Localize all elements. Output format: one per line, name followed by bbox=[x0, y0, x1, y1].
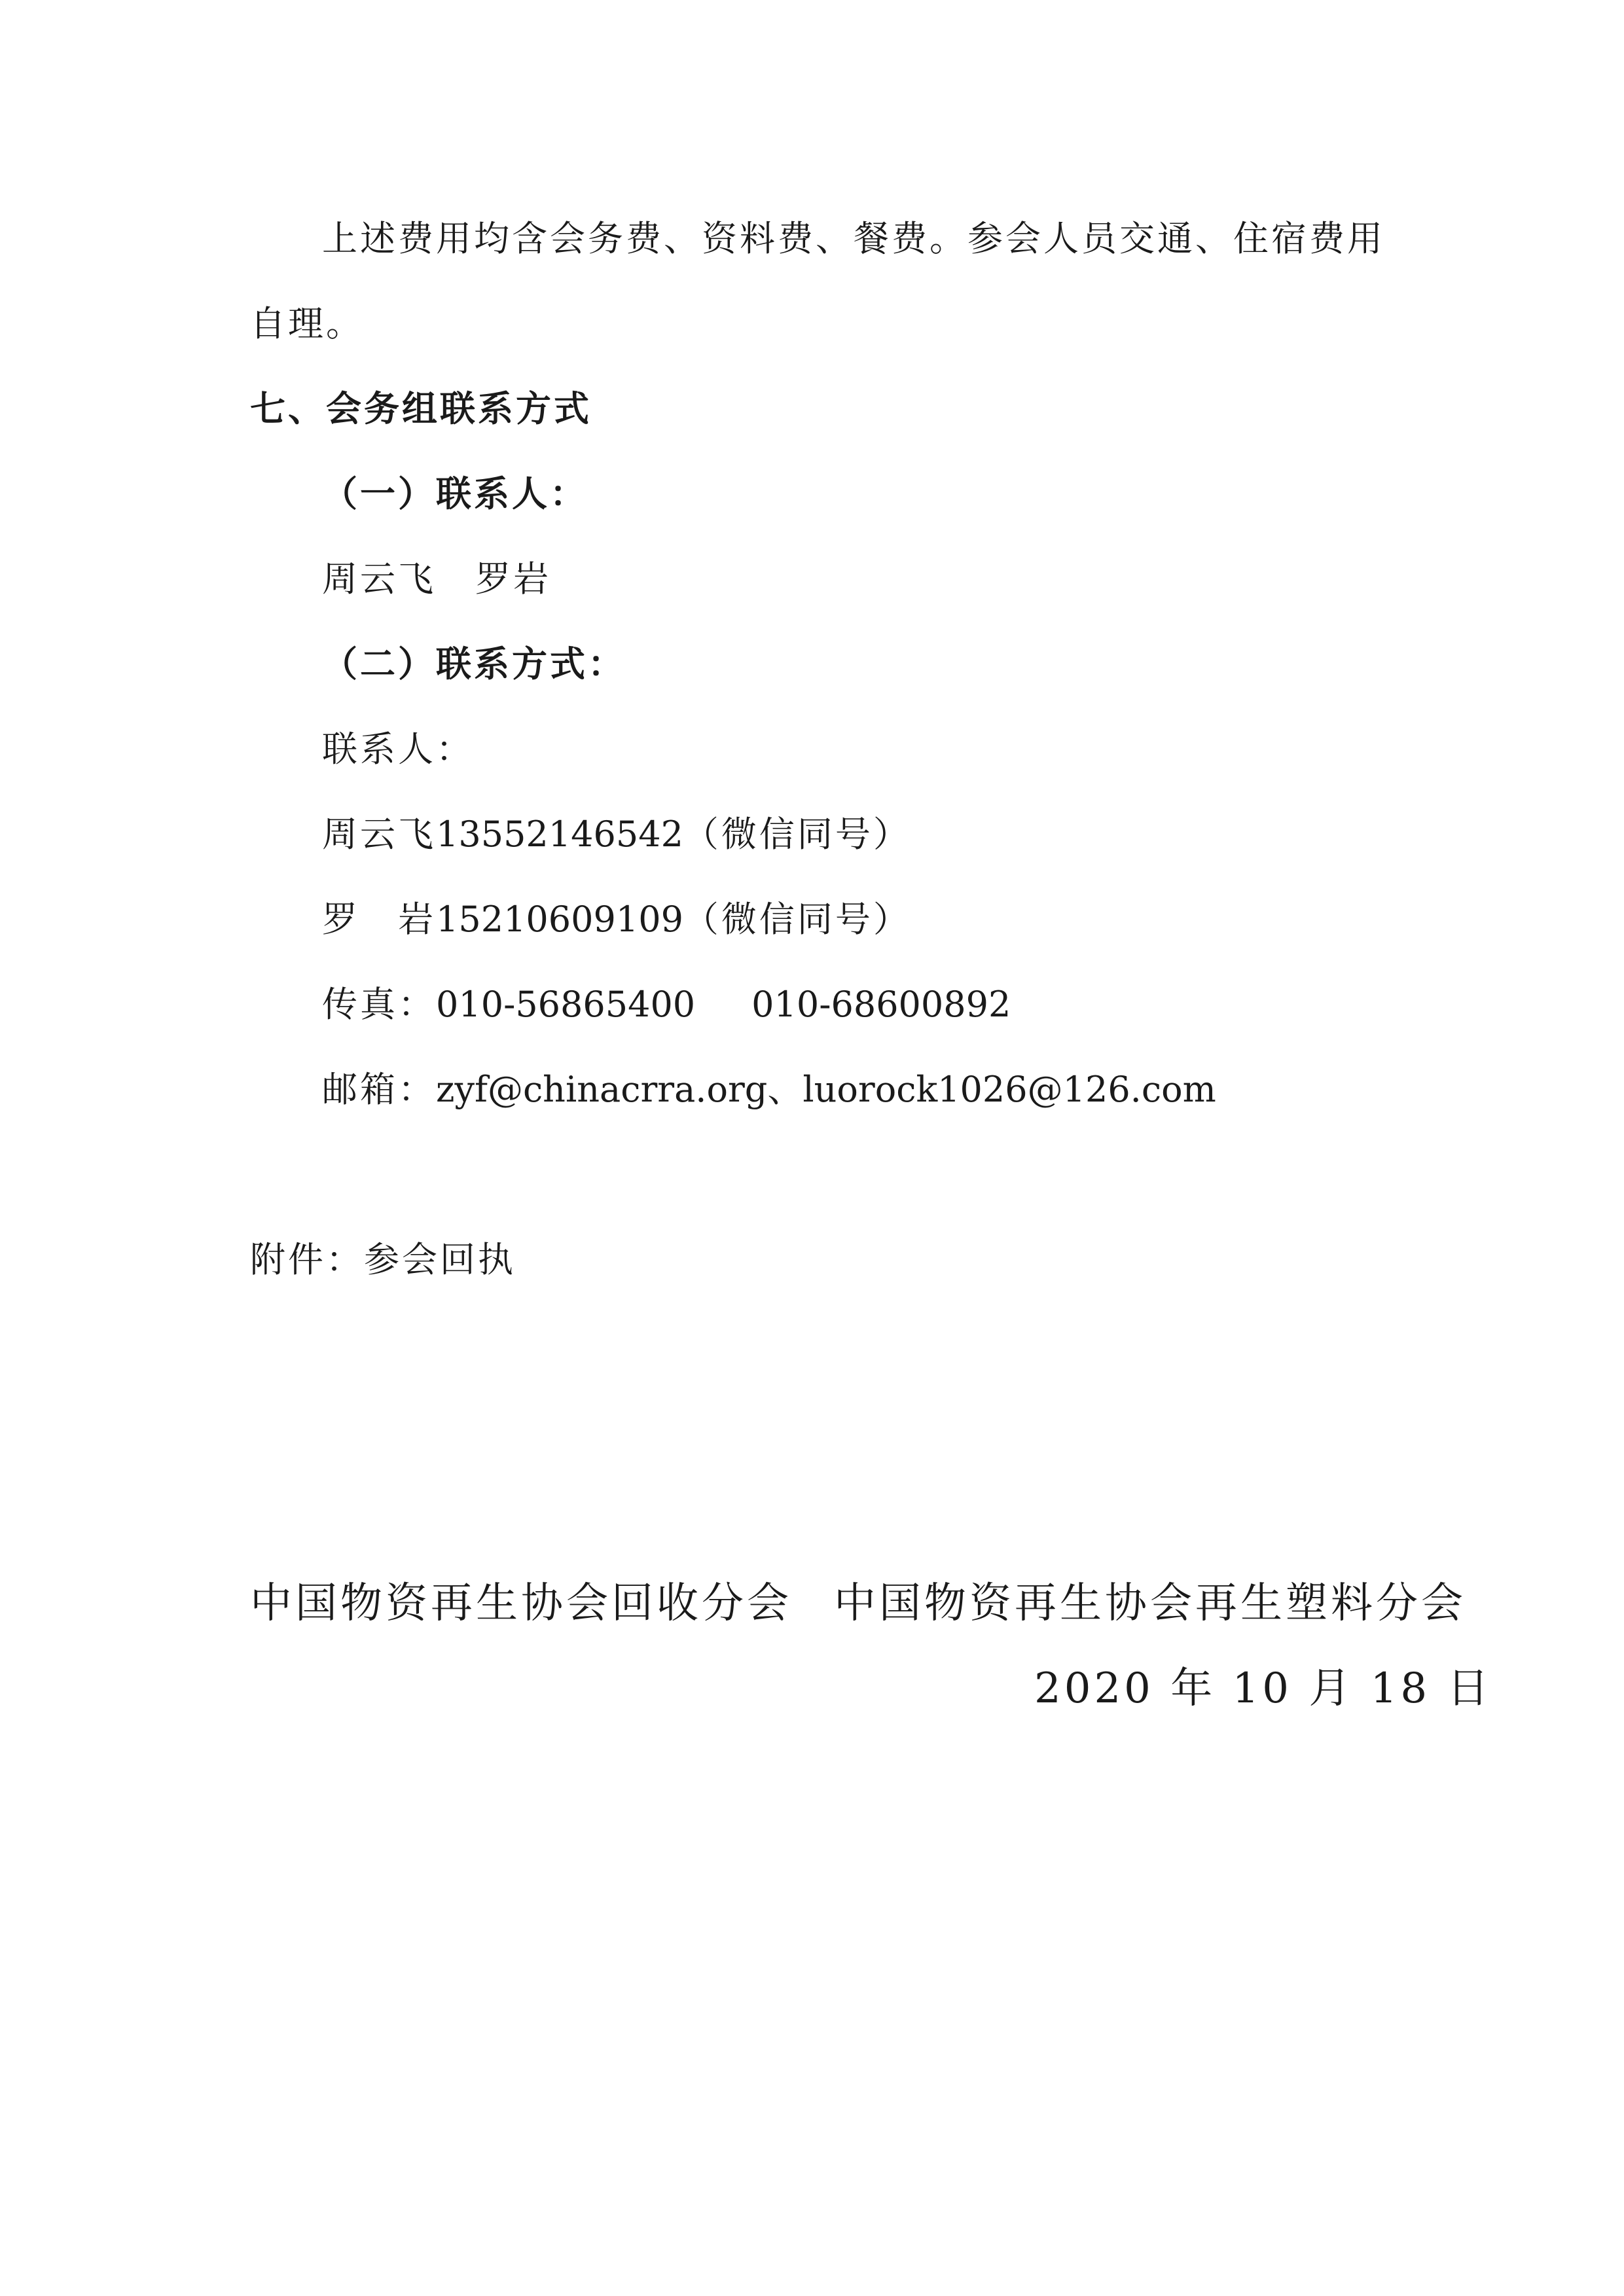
fees-paragraph-line-2: 自理。 bbox=[250, 303, 364, 344]
contact-person-names bbox=[322, 558, 551, 600]
phone-line-luo bbox=[322, 899, 911, 940]
fax-line bbox=[322, 984, 1011, 1025]
phone-name-second: 岩 bbox=[398, 899, 436, 940]
contact-label: 联系人： bbox=[322, 728, 474, 770]
email-label: 邮箱： bbox=[322, 1069, 436, 1110]
subheading-contact-person: （一）联系人： bbox=[322, 473, 588, 514]
phone-note: （微信同号） bbox=[683, 814, 911, 855]
phone-number: 13552146542 bbox=[436, 814, 683, 855]
fax-label: 传真： bbox=[322, 984, 436, 1025]
section-heading-contact: 七、会务组联系方式 bbox=[250, 388, 592, 429]
fax-number-1: 010-56865400 bbox=[436, 984, 696, 1025]
email-addresses: zyf@chinacrra.org、luorock1026@126.com bbox=[436, 1069, 1216, 1110]
subheading-contact-method: （二）联系方式： bbox=[322, 643, 626, 685]
signature-org-plastics: 中国物资再生协会再生塑料分会 bbox=[834, 1579, 1466, 1628]
phone-name-first: 罗 bbox=[322, 899, 360, 940]
contact-name-zhou: 周云飞 bbox=[322, 558, 436, 600]
contact-name-luo: 罗岩 bbox=[475, 558, 551, 600]
phone-line-zhou bbox=[322, 814, 911, 855]
signature-date: 2020 年 10 月 18 日 bbox=[1034, 1664, 1492, 1713]
attachment-note: 附件：参会回执 bbox=[250, 1239, 516, 1280]
phone-note: （微信同号） bbox=[683, 899, 911, 940]
signature-organizations bbox=[250, 1579, 1466, 1628]
signature-org-recycling: 中国物资再生协会回收分会 bbox=[250, 1579, 792, 1628]
phone-name: 周云飞 bbox=[322, 814, 436, 855]
fees-paragraph-line-1: 上述费用均含会务费、资料费、餐费。参会人员交通、住宿费用 bbox=[322, 218, 1385, 259]
email-line bbox=[322, 1069, 1216, 1110]
phone-number: 15210609109 bbox=[436, 899, 683, 940]
fax-number-2: 010-68600892 bbox=[751, 984, 1011, 1025]
